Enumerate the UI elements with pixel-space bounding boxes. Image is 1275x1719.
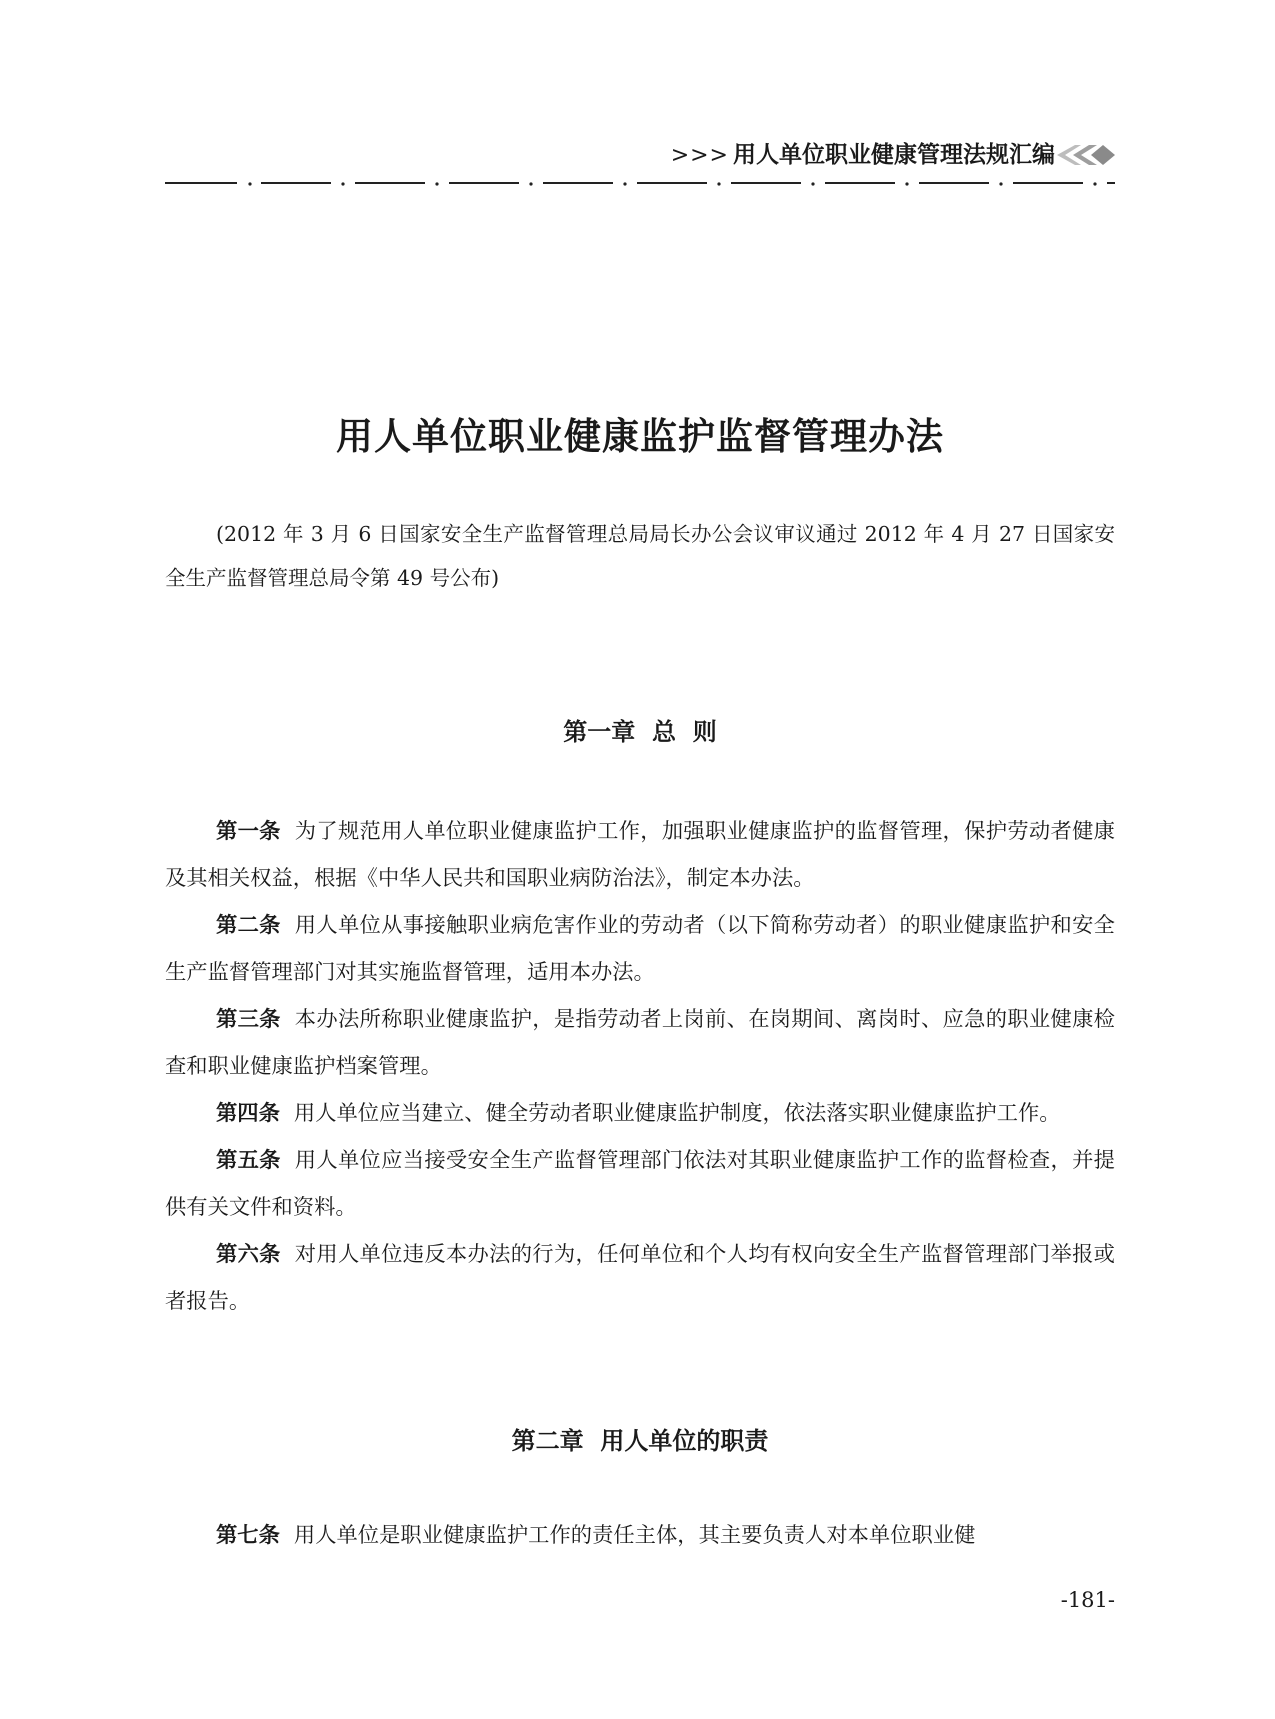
article [165,1090,1115,1137]
article-text: 用人单位应当接受安全生产监督管理部门依法对其职业健康监护工作的监督检查，并提供有关文件和资料。 [165,1148,1115,1220]
chapter-heading: 第二章 用人单位的职责 [511,1427,769,1455]
article-text: 本办法所称职业健康监护，是指劳动者上岗前、在岗期间、离岗时、应急的职业健康检查和职业健康监护档案管理。 [165,1007,1115,1079]
article [165,808,1115,902]
article [165,1512,1115,1559]
double-chevron-ornament-icon [1057,144,1115,166]
article-number: 第六条 [216,1242,281,1267]
article [165,1137,1115,1231]
chapter-articles [165,808,1115,1325]
article [165,902,1115,996]
document-adoption-note: (2012 年 3 月 6 日国家安全生产监督管理总局局长办公会议审议通过 2012 年 4 月 27 日国家安全生产监督管理总局令第 49 号公布) [165,522,1115,590]
chapter-articles [165,1512,1115,1559]
article [165,1231,1115,1325]
article-text: 对用人单位违反本办法的行为，任何单位和个人均有权向安全生产监督管理部门举报或者报告。 [165,1242,1115,1314]
article-number: 第四条 [216,1101,280,1126]
article-number: 第五条 [216,1148,281,1173]
header-rule [165,180,1115,186]
article [165,996,1115,1090]
article-number: 第一条 [216,819,281,844]
running-header-title [671,138,1055,173]
article-number: 第二条 [216,913,281,938]
header-prefix: >>> [670,143,729,168]
article-text: 用人单位应当建立、健全劳动者职业健康监护制度，依法落实职业健康监护工作。 [293,1101,1061,1126]
chapter-heading: 第一章 总 则 [563,718,717,746]
article-number: 第七条 [216,1523,280,1548]
document-title: 用人单位职业健康监护监督管理办法 [336,415,944,458]
article-text: 用人单位从事接触职业病危害作业的劳动者（以下简称劳动者）的职业健康监护和安全生产监督管理部门对其实施监督管理，适用本办法。 [165,913,1115,985]
running-header [165,138,1115,188]
page-number: -181- [1060,1588,1115,1612]
article-text: 用人单位是职业健康监护工作的责任主体，其主要负责人对本单位职业健 [293,1523,976,1548]
article-text: 为了规范用人单位职业健康监护工作，加强职业健康监护的监督管理，保护劳动者健康及其相关权益，根据《中华人民共和国职业病防治法》，制定本办法。 [165,819,1115,891]
article-number: 第三条 [216,1007,281,1032]
header-title-text: 用人单位职业健康管理法规汇编 [733,142,1055,168]
